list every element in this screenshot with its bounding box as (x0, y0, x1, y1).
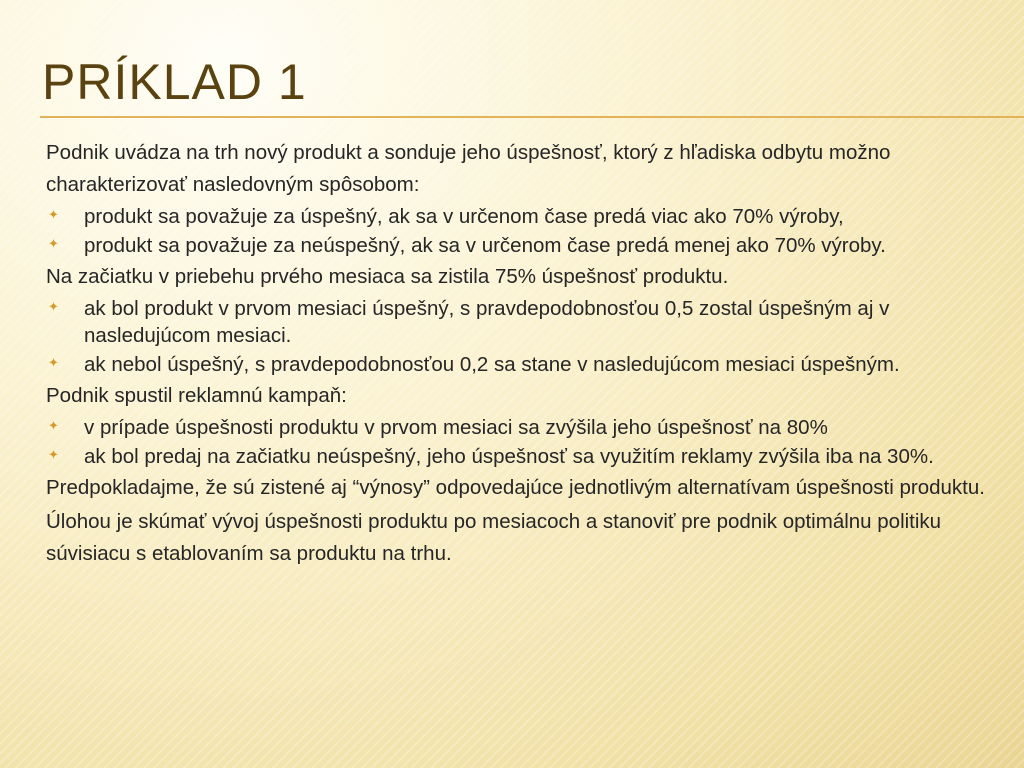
paragraph: Podnik uvádza na trh nový produkt a sonduje jeho úspešnosť, ktorý z hľadiska odbytu možno charakterizovať nasledovným spôsobom: (46, 141, 891, 196)
four-point-star-icon: ✦ (48, 300, 59, 315)
paragraph: Na začiatku v priebehu prvého mesiaca sa zistila 75% úspešnosť produktu. (46, 265, 729, 288)
slide-title: PRÍKLAD 1 (42, 54, 307, 110)
four-point-star-icon: ✦ (48, 448, 59, 463)
paragraph: Predpokladajme, že sú zistené aj “výnosy” odpovedajúce jednotlivým alternatívam úspešnosti produktu. (46, 476, 985, 499)
title-divider (40, 116, 1024, 118)
four-point-star-icon: ✦ (48, 237, 59, 252)
bullet-text: ak nebol úspešný, s pravdepodobnosťou 0,2 sa stane v nasledujúcom mesiaci úspešným. (84, 353, 900, 376)
bullet-text: v prípade úspešnosti produktu v prvom mesiaci sa zvýšila jeho úspešnosť na 80% (84, 416, 828, 439)
slide-body (46, 137, 1006, 572)
bullet-text: produkt sa považuje za neúspešný, ak sa v určenom čase predá menej ako 70% výroby. (84, 234, 886, 257)
paragraph: Úlohou je skúmať vývoj úspešnosti produktu po mesiacoch a stanoviť pre podnik optimálnu politiku súvisiacu s etablovaním sa produktu na trhu. (46, 510, 942, 565)
bullet-item (46, 295, 1006, 349)
four-point-star-icon: ✦ (48, 419, 59, 434)
bullet-item (46, 203, 1006, 230)
paragraph: Podnik spustil reklamnú kampaň: (46, 384, 347, 407)
bullet-text: produkt sa považuje za úspešný, ak sa v určenom čase predá viac ako 70% výroby, (84, 205, 844, 228)
bullet-text: ak bol produkt v prvom mesiaci úspešný, s pravdepodobnosťou 0,5 zostal úspešným aj v nasledujúcom mesiaci. (84, 297, 890, 347)
four-point-star-icon: ✦ (48, 208, 59, 223)
four-point-star-icon: ✦ (48, 356, 59, 371)
bullet-item (46, 232, 1006, 259)
bullet-item (46, 414, 1006, 441)
bullet-text: ak bol predaj na začiatku neúspešný, jeho úspešnosť sa využitím reklamy zvýšila iba na 30%. (84, 445, 934, 468)
bullet-item (46, 351, 1006, 378)
bullet-item (46, 443, 1006, 470)
